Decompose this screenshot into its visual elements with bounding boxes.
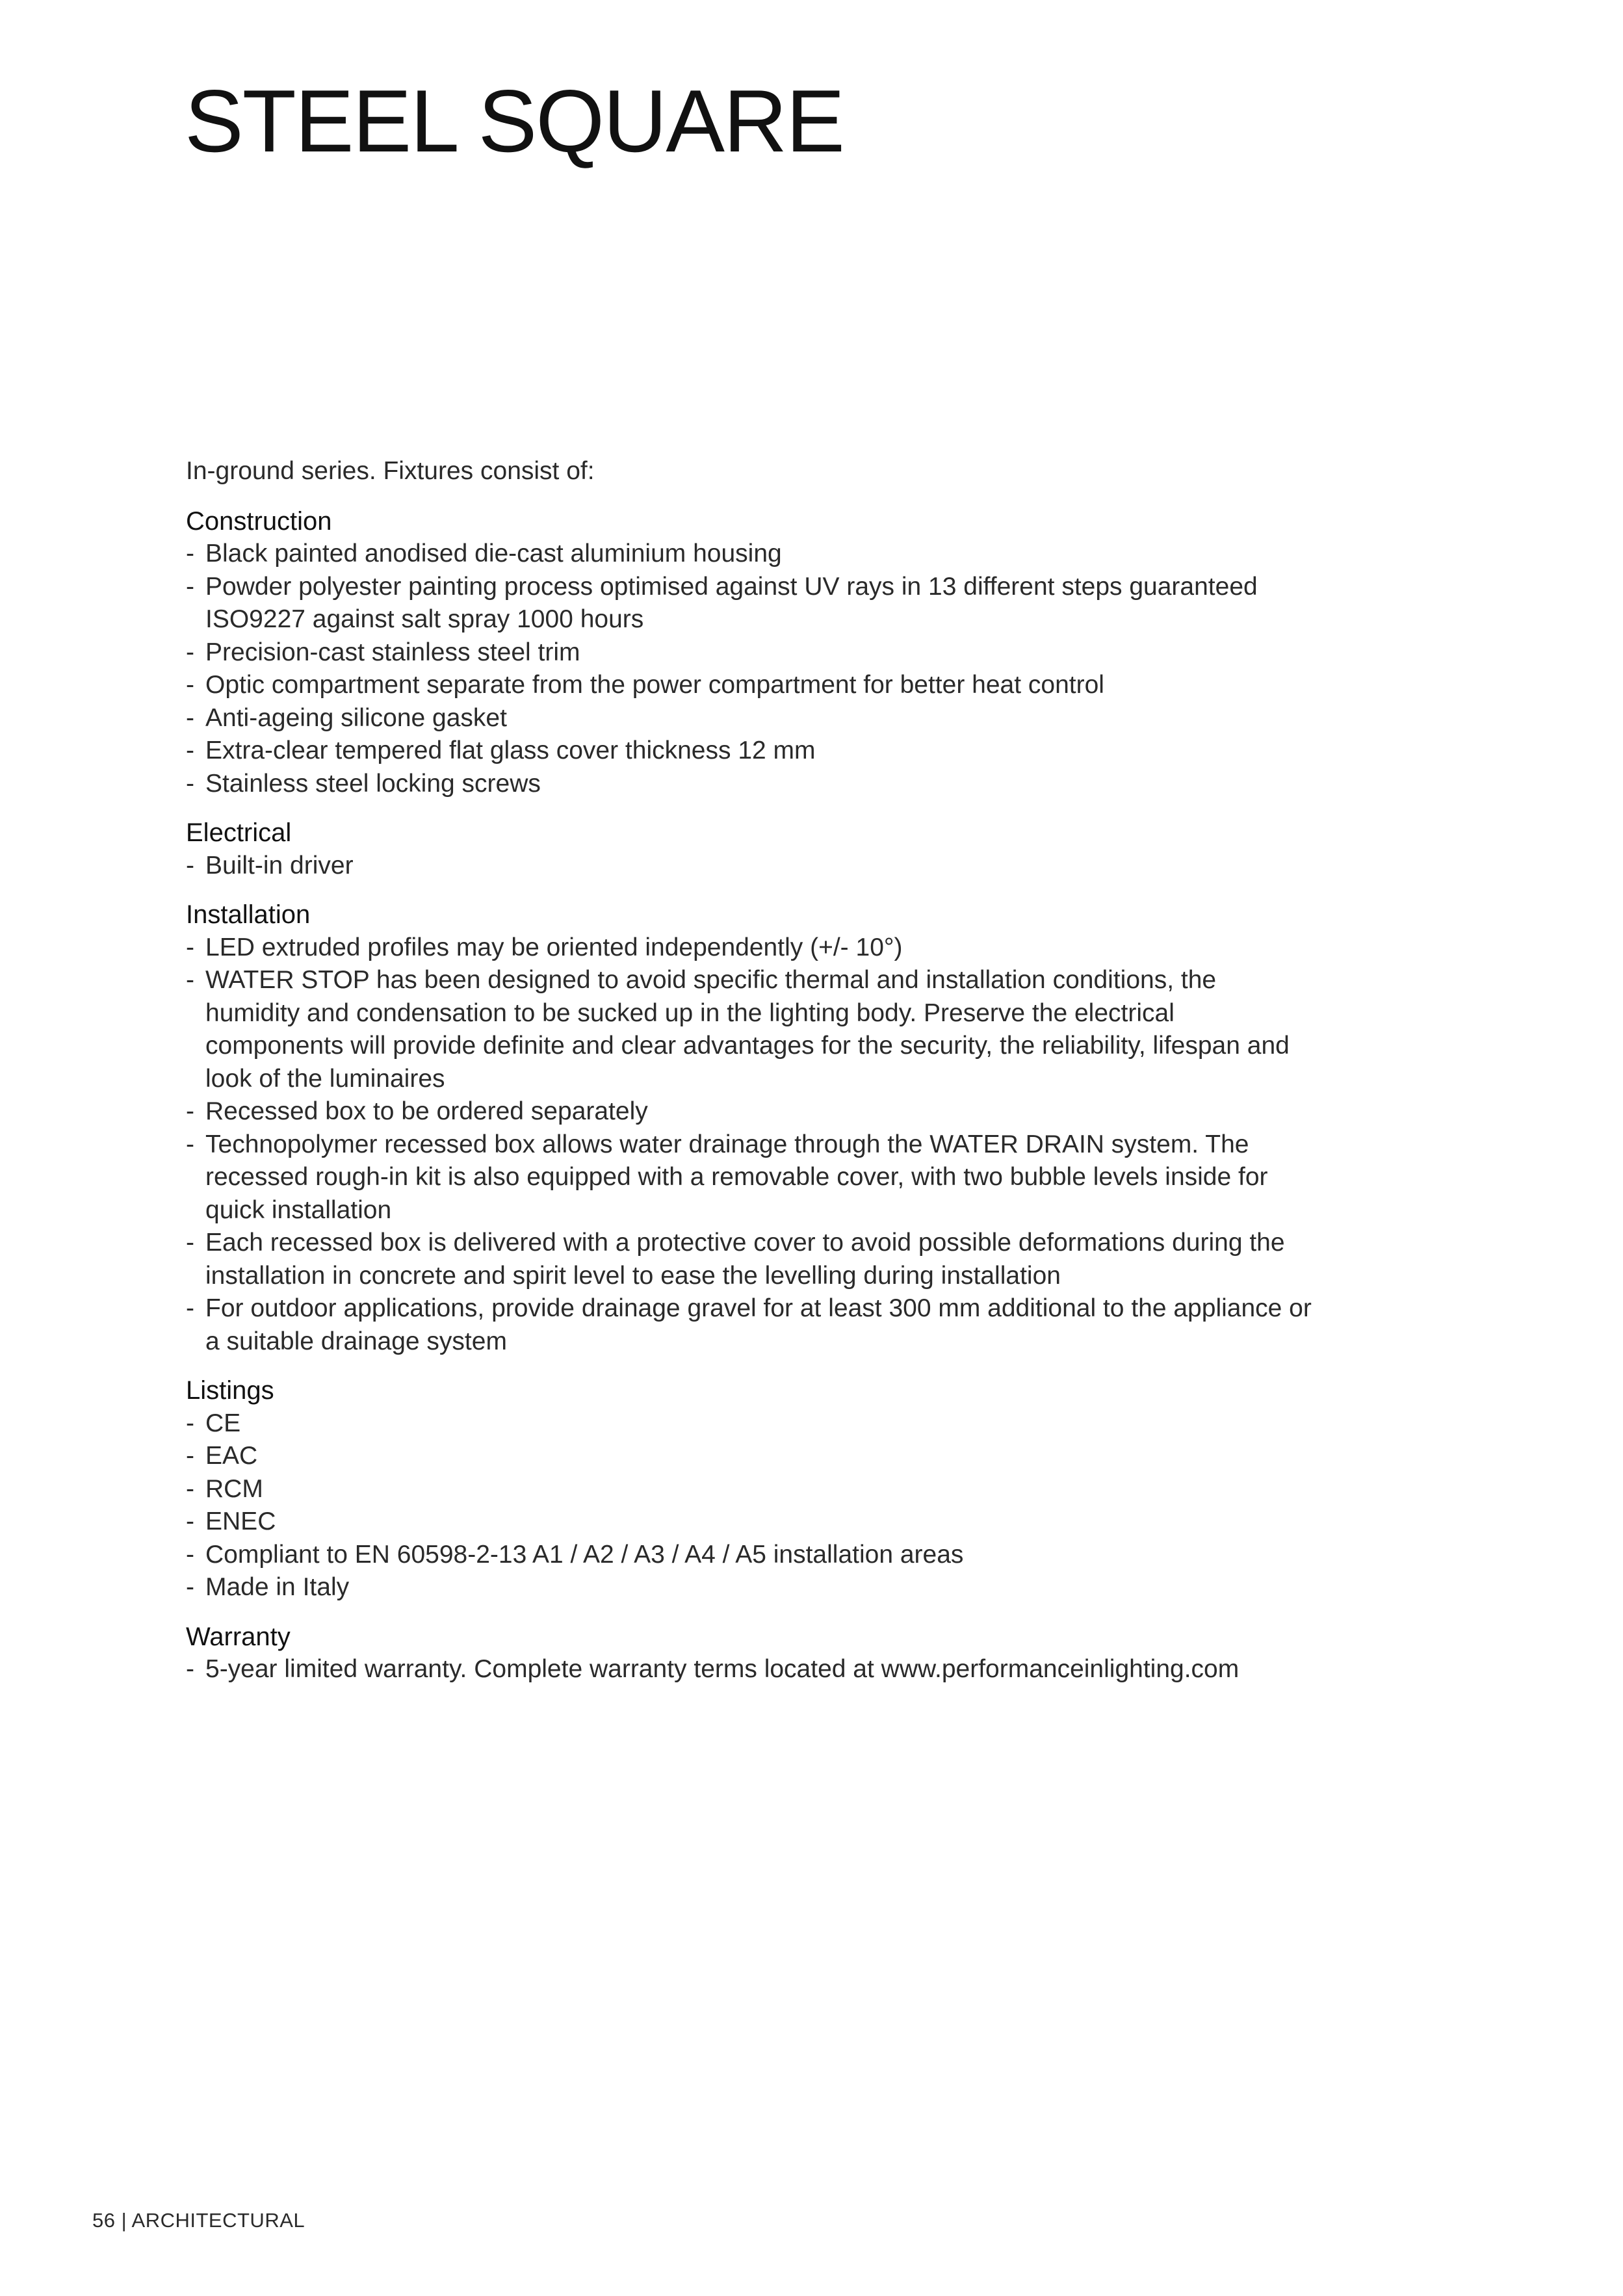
list-item: - Powder polyester painting process optimised against UV rays in 13 different steps guaranteed ISO9227 against salt spray 1000 hours <box>186 571 1317 636</box>
item-list <box>186 850 1317 883</box>
list-item: - WATER STOP has been designed to avoid specific thermal and installation conditions, the humidity and condensation to be sucked up in the lighting body. Preserve the electrical components will provide definite and clear advantages for the security, the reliability, lifespan and look of the luminaires <box>186 964 1317 1095</box>
spec-content <box>186 455 1317 1702</box>
section-heading: Listings <box>186 1376 274 1405</box>
spec-sections <box>186 505 1317 1686</box>
list-item: - Each recessed box is delivered with a protective cover to avoid possible deformations during the installation in concrete and spirit level to ease the levelling during installation <box>186 1227 1317 1292</box>
list-item: - Compliant to EN 60598-2-13 A1 / A2 / A3 / A4 / A5 installation areas <box>186 1539 1317 1572</box>
list-item: - ENEC <box>186 1506 1317 1539</box>
list-item: - Precision-cast stainless steel trim <box>186 636 1317 670</box>
list-item: - Black painted anodised die-cast aluminium housing <box>186 538 1317 571</box>
list-item: - Anti-ageing silicone gasket <box>186 702 1317 735</box>
section-heading: Warranty <box>186 1622 291 1651</box>
list-item: - 5-year limited warranty. Complete warranty terms located at www.performanceinlighting.com <box>186 1653 1317 1686</box>
item-list <box>186 538 1317 800</box>
item-list <box>186 932 1317 1359</box>
section-installation <box>186 898 1317 1358</box>
list-item: - EAC <box>186 1440 1317 1473</box>
list-item: - Technopolymer recessed box allows water drainage through the WATER DRAIN system. The recessed rough-in kit is also equipped with a removable cover, with two bubble levels inside for quick installation <box>186 1128 1317 1227</box>
list-item: - LED extruded profiles may be oriented independently (+/- 10°) <box>186 932 1317 965</box>
list-item: - Extra-clear tempered flat glass cover thickness 12 mm <box>186 735 1317 768</box>
section-warranty <box>186 1621 1317 1686</box>
list-item: - Optic compartment separate from the power compartment for better heat control <box>186 669 1317 702</box>
list-item: - For outdoor applications, provide drainage gravel for at least 300 mm additional to the appliance or a suitable drainage system <box>186 1292 1317 1358</box>
intro-text: In-ground series. Fixtures consist of: <box>186 457 595 485</box>
list-item: - Recessed box to be ordered separately <box>186 1095 1317 1128</box>
list-item: - CE <box>186 1407 1317 1441</box>
section-heading: Installation <box>186 900 311 929</box>
item-list <box>186 1407 1317 1604</box>
page-footer: 56 | ARCHITECTURAL <box>92 2209 305 2232</box>
list-item: - RCM <box>186 1473 1317 1506</box>
list-item: - Made in Italy <box>186 1571 1317 1604</box>
section-listings <box>186 1374 1317 1604</box>
list-item: - Built-in driver <box>186 850 1317 883</box>
item-list <box>186 1653 1317 1686</box>
page-title: STEEL SQUARE <box>185 72 844 170</box>
section-heading: Construction <box>186 506 332 536</box>
section-heading: Electrical <box>186 818 292 847</box>
section-construction <box>186 505 1317 801</box>
section-electrical <box>186 816 1317 882</box>
list-item: - Stainless steel locking screws <box>186 768 1317 801</box>
